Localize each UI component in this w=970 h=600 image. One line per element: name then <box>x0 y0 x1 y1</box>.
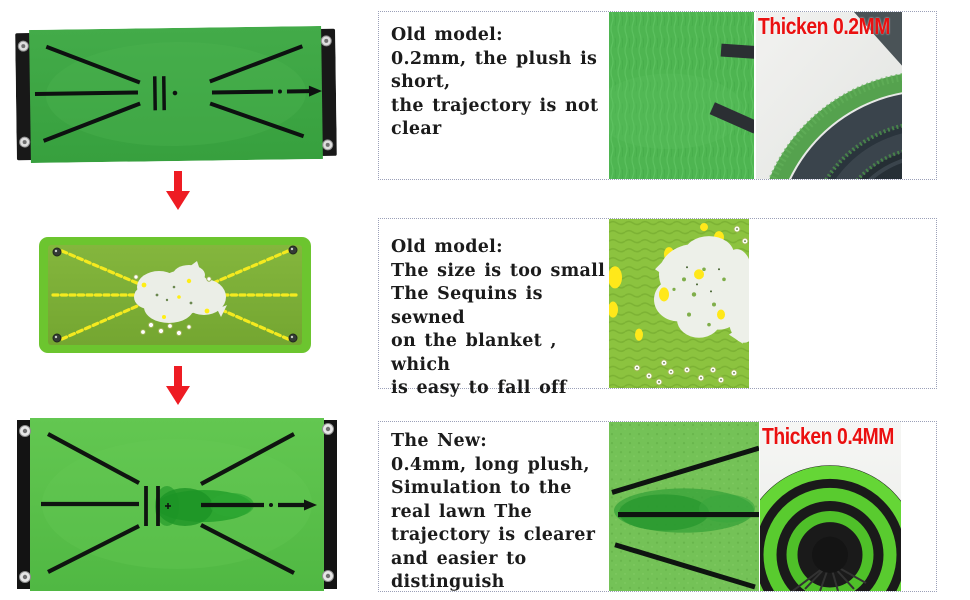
description-line: the trajectory is not clear <box>391 95 599 139</box>
block1-title: Old model: <box>391 25 503 45</box>
block3-title: The New: <box>391 431 488 451</box>
description-line: is easy to fall off <box>391 378 567 398</box>
new-model-mat-photo <box>17 418 337 591</box>
old-model-sequin-mat-photo <box>39 237 311 353</box>
description-line: 0.4mm, long plush, <box>391 454 590 475</box>
new-model-info-box <box>378 421 937 592</box>
description-line: Simulation to the <box>391 478 572 498</box>
description-line: trajectory is clearer <box>391 525 596 545</box>
old-model-mat-photo <box>15 26 337 163</box>
sequin-closeup-photo <box>609 219 749 388</box>
description-line: The Sequins is sewned <box>391 284 543 328</box>
description-line: 0.2mm, the plush is short, <box>391 48 598 92</box>
description-line: and easier to distinguish <box>391 548 527 592</box>
thicken-02mm-label: Thicken 0.2MM <box>758 13 890 39</box>
old-model-sequin-box <box>378 218 937 398</box>
description-line: real lawn The <box>391 501 533 522</box>
down-arrow-icon <box>166 366 190 406</box>
block1-text <box>391 24 606 142</box>
block3-text <box>391 430 606 595</box>
description-line: on the blanket , which <box>391 331 557 375</box>
down-arrow-icon <box>166 171 190 211</box>
short-plush-closeup-photo <box>609 12 754 179</box>
trajectory-closeup-photo <box>609 422 759 591</box>
old-model-thin-plush-box <box>378 11 937 180</box>
block2-text <box>391 236 606 401</box>
rolled-mat-02mm-photo <box>756 12 902 179</box>
rolled-mat-04mm-photo <box>760 422 901 591</box>
thicken-04mm-label: Thicken 0.4MM <box>762 423 894 449</box>
block2-title: Old model: <box>391 237 503 257</box>
description-line: The size is too small <box>391 260 606 281</box>
